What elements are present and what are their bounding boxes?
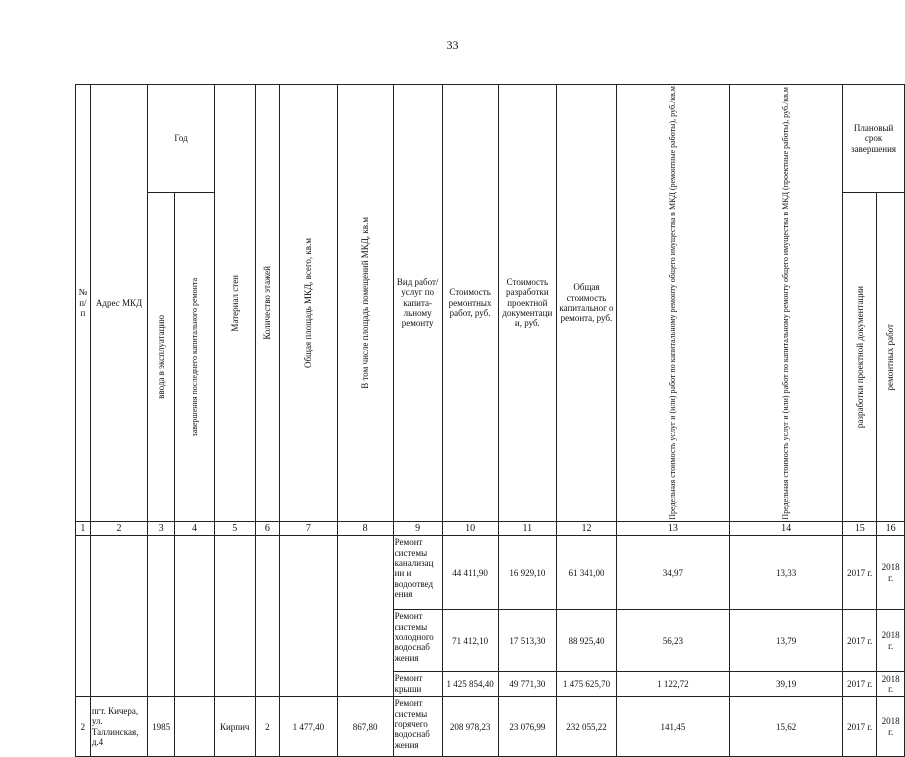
col-num: 2 <box>90 521 147 536</box>
limit-repair-cell: 141,45 <box>616 697 729 757</box>
header-total-area: Общая площадь МКД, всего, кв.м <box>280 85 338 522</box>
col-num: 14 <box>729 521 842 536</box>
header-total-cost: Общая стоимость капитальног о ремонта, руб. <box>557 85 617 522</box>
work-type-cell: Ремонт системы горячего водоснаб жения <box>393 697 442 757</box>
header-floors: Количество этажей <box>255 85 280 522</box>
term-design-cell: 2017 г. <box>843 536 877 610</box>
col-num: 4 <box>175 521 215 536</box>
col-num: 15 <box>843 521 877 536</box>
total-cost-cell: 61 341,00 <box>557 536 617 610</box>
col-num: 8 <box>337 521 393 536</box>
header-no: № п/ п <box>76 85 91 522</box>
limit-design-cell: 15,62 <box>729 697 842 757</box>
col-num: 6 <box>255 521 280 536</box>
limit-repair-cell: 34,97 <box>616 536 729 610</box>
floors-cell: 2 <box>255 697 280 757</box>
term-repair-cell: 2018 г. <box>877 610 905 672</box>
work-type-cell: Ремонт системы холодного водоснаб жения <box>393 610 442 672</box>
table-row <box>76 536 905 610</box>
limit-repair-cell: 56,23 <box>616 610 729 672</box>
header-year-commission: ввода в эксплуатацию <box>148 193 175 522</box>
header-limit-cost-repair: Предельная стоимость услуг и (или) работ по капитальному ремонту общего имущества в МКД (ремонтные работы), руб./кв.м <box>616 85 729 522</box>
term-design-cell: 2017 г. <box>843 672 877 697</box>
col-num: 12 <box>557 521 617 536</box>
limit-design-cell: 13,79 <box>729 610 842 672</box>
design-cost-cell: 16 929,10 <box>498 536 557 610</box>
year-commission-cell: 1985 <box>148 697 175 757</box>
col-num: 3 <box>148 521 175 536</box>
design-cost-cell: 49 771,30 <box>498 672 557 697</box>
total-cost-cell: 88 925,40 <box>557 610 617 672</box>
repair-cost-cell: 1 425 854,40 <box>442 672 498 697</box>
header-planned-term: Плановый срок завершения <box>843 85 905 193</box>
limit-design-cell: 13,33 <box>729 536 842 610</box>
col-num: 5 <box>214 521 255 536</box>
design-cost-cell: 23 076,99 <box>498 697 557 757</box>
col-num: 11 <box>498 521 557 536</box>
total-cost-cell: 232 055,22 <box>557 697 617 757</box>
header-repair-cost: Стоимость ремонтных работ, руб. <box>442 85 498 522</box>
repair-cost-cell: 208 978,23 <box>442 697 498 757</box>
header-term-design: разработки проектной документации <box>843 193 877 522</box>
repair-cost-cell: 44 411,90 <box>442 536 498 610</box>
work-type-cell: Ремонт системы канализац ии и водоотвед ения <box>393 536 442 610</box>
col-num: 13 <box>616 521 729 536</box>
work-type-cell: Ремонт крыши <box>393 672 442 697</box>
header-term-repair: ремонтных работ <box>877 193 905 522</box>
repair-cost-cell: 71 412,10 <box>442 610 498 672</box>
col-num: 16 <box>877 521 905 536</box>
col-num: 1 <box>76 521 91 536</box>
header-year-last-repair: завершения последнего капитального ремонта <box>175 193 215 522</box>
address-cell: пгт. Кичера, ул. Таллинская, д.4 <box>90 697 147 757</box>
header-address: Адрес МКД <box>90 85 147 522</box>
total-cost-cell: 1 475 625,70 <box>557 672 617 697</box>
page-number: 33 <box>446 38 459 52</box>
limit-design-cell: 39,19 <box>729 672 842 697</box>
term-repair-cell: 2018 г. <box>877 672 905 697</box>
year-last-repair-cell <box>175 697 215 757</box>
col-num: 7 <box>280 521 338 536</box>
header-wall-material: Материал стен <box>214 85 255 522</box>
term-repair-cell: 2018 г. <box>877 536 905 610</box>
header-design-cost: Стоимость разработки проектной документаци и, руб. <box>498 85 557 522</box>
row-number-cell: 2 <box>76 697 91 757</box>
table-row <box>76 697 905 757</box>
design-cost-cell: 17 513,30 <box>498 610 557 672</box>
header-work-type: Вид работ/ услуг по капита-льному ремонту <box>393 85 442 522</box>
header-year: Год <box>148 85 215 193</box>
total-area-cell: 1 477,40 <box>280 697 338 757</box>
term-design-cell: 2017 г. <box>843 697 877 757</box>
term-design-cell: 2017 г. <box>843 610 877 672</box>
premises-area-cell: 867,80 <box>337 697 393 757</box>
header-premises-area: В том числе площадь помещений МКД, кв.м <box>337 85 393 522</box>
col-num: 10 <box>442 521 498 536</box>
term-repair-cell: 2018 г. <box>877 697 905 757</box>
limit-repair-cell: 1 122,72 <box>616 672 729 697</box>
wall-material-cell: Кирпич <box>214 697 255 757</box>
col-num: 9 <box>393 521 442 536</box>
capital-repair-table <box>75 84 905 757</box>
header-limit-cost-design: Предельная стоимость услуг и (или) работ по капитальному ремонту общего имущества в МКД (проектные работы), руб./кв.м <box>729 85 842 522</box>
column-number-row <box>76 521 905 536</box>
